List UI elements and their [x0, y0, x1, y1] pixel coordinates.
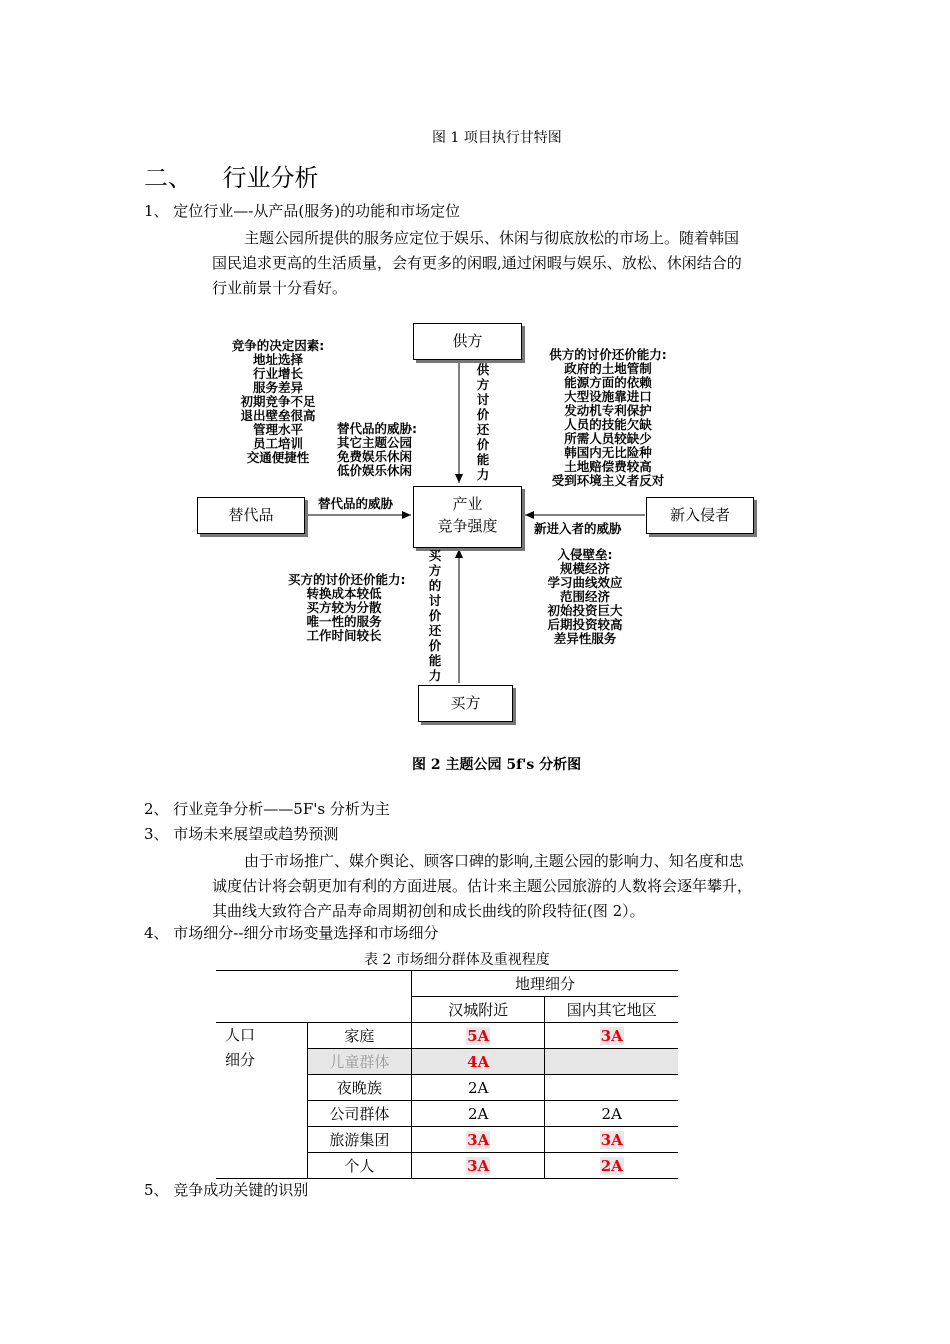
competition-factors-list — [222, 339, 334, 465]
list-item: 大型设施靠进口 — [564, 389, 652, 404]
list-item: 竞争的决定因素: — [231, 338, 325, 353]
list-item: 受到环境主义者反对 — [551, 473, 665, 488]
list-item: 范围经济 — [559, 589, 610, 604]
cell: 2A — [411, 1075, 545, 1101]
list-item: 土地赔偿费较高 — [564, 459, 652, 474]
header-col2: 国内其它地区 — [545, 997, 678, 1023]
list-item: 初期竞争不足 — [240, 394, 316, 409]
item-5-heading: 5、 竞争成功关键的识别 — [144, 1181, 309, 1199]
supplier-power-label: 供方讨价还价能力 — [476, 362, 490, 482]
cell: 2A — [411, 1101, 545, 1127]
supplier-power-list — [538, 348, 678, 488]
list-item: 服务差异 — [252, 380, 303, 395]
market-segment-table — [216, 970, 678, 1179]
paragraph-1-line: 主题公园所提供的服务应定位于娱乐、休闲与彻底放松的市场上。随着韩国 — [244, 229, 740, 247]
buyer-power-label: 买方的讨价还价能力 — [428, 548, 442, 683]
list-item: 工作时间较长 — [306, 628, 382, 643]
cell: 3A — [545, 1127, 678, 1153]
list-item: 初始投资巨大 — [547, 603, 623, 618]
paragraph-3 — [212, 849, 822, 924]
substitute-box: 替代品 — [197, 497, 305, 534]
industry-competition-box — [413, 486, 522, 548]
header-geo: 地理细分 — [411, 971, 678, 997]
list-item: 政府的土地管制 — [564, 361, 652, 376]
list-item: 转换成本较低 — [306, 586, 382, 601]
substitute-threats-list — [337, 422, 417, 478]
item-2-heading: 2、 行业竞争分析——5F's 分析为主 — [144, 800, 390, 818]
list-item: 学习曲线效应 — [547, 575, 623, 590]
row-label: 夜晚族 — [336, 1079, 382, 1097]
section-heading: 二、 行业分析 — [144, 164, 319, 192]
substitute-threat-label: 替代品的威胁 — [318, 496, 394, 511]
paragraph-1-line: 行业前景十分看好。 — [212, 279, 348, 297]
list-item: 退出壁垒很高 — [240, 408, 316, 423]
figure-1-caption: 图 1 项目执行甘特图 — [432, 130, 562, 146]
paragraph-3-line: 诚度估计将会朝更加有利的方面进展。估计来主题公园旅游的人数将会逐年攀升， — [212, 877, 753, 895]
entrant-threat-label: 新进入者的威胁 — [534, 521, 622, 536]
cell: 2A — [545, 1153, 678, 1179]
list-item: 低价娱乐休闲 — [337, 463, 413, 478]
cell: 3A — [411, 1127, 545, 1153]
cell: 2A — [545, 1101, 678, 1127]
list-item: 能源方面的依赖 — [564, 375, 652, 390]
figure-2-caption: 图 2 主题公园 5f's 分析图 — [412, 757, 582, 773]
list-item: 发动机专利保护 — [564, 403, 652, 418]
buyer-box: 买方 — [418, 685, 513, 722]
header-empty — [216, 971, 411, 997]
paragraph-1-line: 国民追求更高的生活质量，会有更多的闲暇,通过闲暇与娱乐、放松、休闲结合的 — [212, 254, 742, 272]
item-4-heading: 4、 市场细分--细分市场变量选择和市场细分 — [144, 924, 439, 942]
entry-barriers-list — [535, 548, 635, 646]
cell — [545, 1049, 678, 1075]
list-item: 替代品的威胁: — [337, 421, 417, 436]
list-item: 管理水平 — [252, 422, 303, 437]
list-item: 后期投资较高 — [547, 617, 623, 632]
buyer-power-list — [288, 572, 406, 643]
table-caption: 表 2 市场细分群体及重视程度 — [364, 952, 550, 968]
center-line-2: 竞争强度 — [437, 517, 498, 535]
cell — [545, 1075, 678, 1101]
row-label: 公司群体 — [329, 1105, 390, 1123]
cell: 5A — [411, 1023, 545, 1049]
row-group-label: 人口 细分 — [216, 1023, 307, 1179]
list-item: 韩国内无比险种 — [564, 445, 652, 460]
list-item: 人员的技能欠缺 — [564, 417, 652, 432]
cell: 3A — [545, 1023, 678, 1049]
list-item: 入侵壁垒: — [557, 547, 613, 562]
header-empty — [216, 997, 411, 1023]
cell: 4A — [411, 1049, 545, 1075]
item-1-heading: 1、 定位行业—-从产品(服务)的功能和市场定位 — [144, 202, 461, 220]
list-item: 买方较为分散 — [306, 600, 382, 615]
row-label: 个人 — [344, 1157, 375, 1175]
row-label: 家庭 — [344, 1027, 375, 1045]
list-item: 交通便捷性 — [246, 450, 310, 465]
row-label: 儿童群体 — [307, 1049, 411, 1075]
list-item: 供方的讨价还价能力: — [549, 347, 667, 362]
new-entrant-box: 新入侵者 — [646, 497, 754, 534]
list-item: 行业增长 — [252, 366, 303, 381]
list-item: 买方的讨价还价能力: — [288, 572, 406, 587]
list-item: 免费娱乐休闲 — [337, 449, 413, 464]
list-item: 差异性服务 — [553, 631, 617, 646]
table-row — [216, 1023, 678, 1049]
list-item: 所需人员较缺少 — [564, 431, 652, 446]
cell: 3A — [411, 1153, 545, 1179]
list-item: 地址选择 — [252, 352, 303, 367]
list-item: 其它主题公园 — [337, 435, 413, 450]
list-item: 唯一性的服务 — [306, 614, 382, 629]
list-item: 规模经济 — [559, 561, 610, 576]
header-col1: 汉城附近 — [411, 997, 545, 1023]
paragraph-3-line: 其曲线大致符合产品寿命周期初创和成长曲线的阶段特征(图 2）。 — [212, 902, 645, 920]
row-label: 旅游集团 — [329, 1131, 390, 1149]
supplier-box: 供方 — [413, 323, 522, 360]
paragraph-3-line: 由于市场推广、媒介舆论、顾客口碑的影响,主题公园的影响力、知名度和忠 — [244, 852, 744, 870]
list-item: 员工培训 — [252, 436, 303, 451]
center-line-1: 产业 — [452, 495, 483, 513]
item-3-heading: 3、 市场未来展望或趋势预测 — [144, 825, 339, 843]
